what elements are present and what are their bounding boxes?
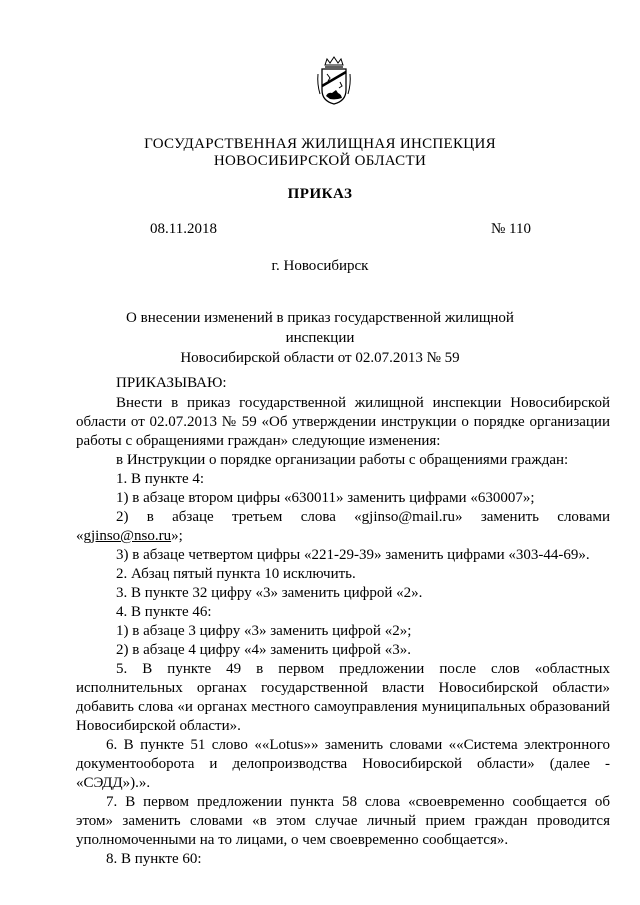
paragraph-6: 6. В пункте 51 слово ««Lotus»» заменить словами ««Система электронного документооборота и делопроизводства Новосибирской области» (далее - «СЭДД»).». bbox=[76, 737, 610, 791]
order-body bbox=[76, 374, 610, 869]
document-type-title: ПРИКАЗ bbox=[287, 186, 353, 202]
subject-line2: Новосибирской области от 02.07.2013 № 59 bbox=[180, 350, 460, 366]
paragraph-intro: Внести в приказ государственной жилищной инспекции Новосибирской области от 02.07.2013 № 59 «Об утверждении инструкции о порядке организации работы с обращениями граждан» следующие изменения: bbox=[76, 395, 610, 449]
order-date: 08.11.2018 bbox=[150, 221, 217, 237]
paragraph-1-2 bbox=[76, 508, 610, 546]
novosibirsk-coat-of-arms-icon bbox=[316, 56, 352, 106]
subject-line1: О внесении изменений в приказ государственной жилищной инспекции bbox=[126, 310, 514, 346]
order-word: ПРИКАЗЫВАЮ: bbox=[116, 375, 227, 391]
paragraph-1: 1. В пункте 4: bbox=[116, 471, 205, 487]
paragraph-instruction: в Инструкции о порядке организации работы с обращениями граждан: bbox=[116, 452, 569, 468]
order-city: г. Новосибирск bbox=[271, 258, 369, 274]
paragraph-1-2-start: 2) в абзаце третьем слова «gjinso@mail.ru» заменить словами « bbox=[76, 509, 610, 544]
agency-name-line2: НОВОСИБИРСКОЙ ОБЛАСТИ bbox=[213, 153, 427, 169]
paragraph-2: 2. Абзац пятый пункта 10 исключить. bbox=[116, 566, 356, 582]
order-number: № 110 bbox=[491, 221, 532, 237]
paragraph-8: 8. В пункте 60: bbox=[106, 851, 202, 867]
paragraph-1-1: 1) в абзаце втором цифры «630011» заменить цифрами «630007»; bbox=[116, 490, 535, 506]
order-subject bbox=[100, 308, 540, 368]
paragraph-5: 5. В пункте 49 в первом предложении после слов «областных исполнительных органах государственной власти Новосибирской области» добавить слова «и органах местного самоуправления муниципальных образований Новосибирской области». bbox=[76, 661, 610, 734]
paragraph-4: 4. В пункте 46: bbox=[116, 604, 212, 620]
paragraph-4-2: 2) в абзаце 4 цифру «4» заменить цифрой «3». bbox=[116, 642, 411, 658]
paragraph-1-2-end: »; bbox=[171, 528, 183, 544]
agency-name-line1: ГОСУДАРСТВЕННАЯ ЖИЛИЩНАЯ ИНСПЕКЦИЯ bbox=[144, 136, 496, 152]
paragraph-4-1: 1) в абзаце 3 цифру «3» заменить цифрой «2»; bbox=[116, 623, 412, 639]
paragraph-1-3: 3) в абзаце четвертом цифры «221-29-39» заменить цифрами «303-44-69». bbox=[116, 547, 590, 563]
paragraph-7: 7. В первом предложении пункта 58 слова «своевременно сообщается об этом» заменить словами «в этом случае личный прием граждан проводится уполномоченными на то лицами, о чем своевременно сообщается». bbox=[76, 794, 610, 848]
email-link[interactable]: gjinso@nso.ru bbox=[83, 528, 172, 544]
paragraph-3: 3. В пункте 32 цифру «3» заменить цифрой «2». bbox=[116, 585, 423, 601]
